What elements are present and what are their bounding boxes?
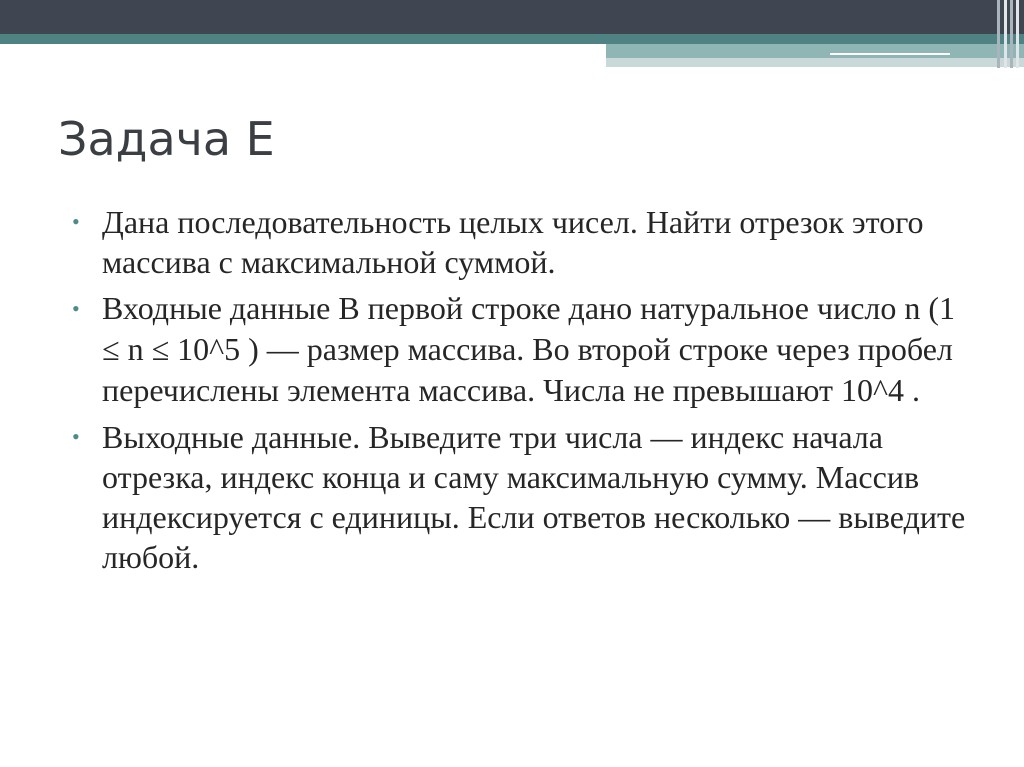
header-edge-stripe: [997, 0, 1000, 68]
bullet-dot-icon: •: [72, 296, 80, 321]
slide-title: Задача E: [58, 112, 275, 166]
bullet-item: [72, 202, 972, 282]
bullet-text: Дана последовательность целых чисел. Найти отрезок этого массива с максимальной суммой.: [102, 204, 924, 280]
bullet-item: [72, 288, 972, 411]
header-band-dark: [0, 0, 1024, 34]
header-accent-line: [830, 53, 950, 55]
bullet-dot-icon: •: [72, 424, 80, 449]
header-edge-stripe: [1010, 0, 1013, 68]
bullet-list: [72, 202, 972, 583]
bullet-item: [72, 417, 972, 577]
header-band-teal: [0, 34, 1024, 44]
bullet-dot-icon: •: [72, 209, 80, 234]
header-accent-teal: [606, 44, 1024, 58]
bullet-text: Выходные данные. Выведите три числа — индекс начала отрезка, индекс конца и саму максимальную сумму. Массив индексируется с единицы. Если ответов несколько — выведите любой.: [102, 419, 966, 575]
header-edge-stripe: [1004, 0, 1007, 68]
bullet-text: Входные данные В первой строке дано натуральное число n (1 ≤ n ≤ 10^5 ) — размер массива. Во второй строке через пробел перечислены элемента массива. Числа не превышают 10^4 .: [102, 290, 956, 408]
header-edge-stripe: [1016, 0, 1019, 68]
header-accent-gray: [606, 58, 1024, 67]
